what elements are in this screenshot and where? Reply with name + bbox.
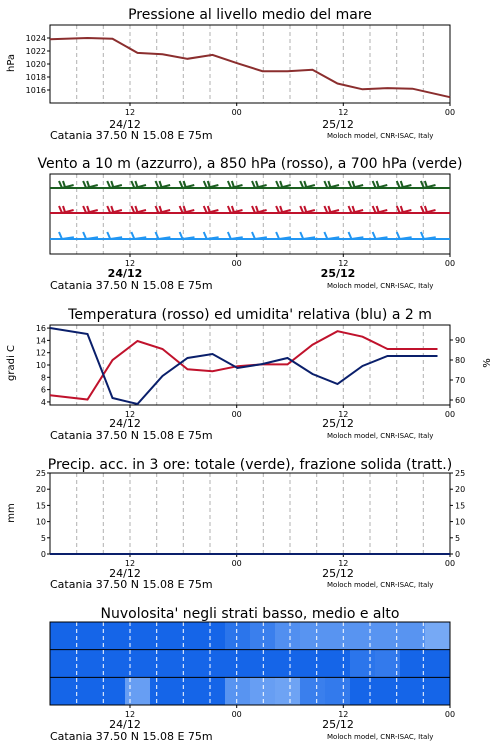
wind-barb-flag bbox=[111, 206, 113, 212]
y-tick-label: 12 bbox=[35, 348, 46, 358]
cloud-cell bbox=[100, 622, 126, 650]
cloud-cell bbox=[100, 677, 126, 705]
y2-tick-label: 80 bbox=[455, 356, 466, 365]
cloud-cell bbox=[125, 677, 151, 705]
date-label: 24/12 bbox=[109, 417, 141, 430]
x-tick-label: 00 bbox=[444, 259, 456, 268]
wind-barb-flag bbox=[160, 181, 162, 187]
cloud-cell bbox=[225, 677, 251, 705]
y-tick-label: 15 bbox=[35, 501, 46, 511]
x-tick-label: 00 bbox=[231, 108, 242, 117]
cloud-cell bbox=[425, 677, 451, 705]
location-label: Catania 37.50 N 15.08 E 75m bbox=[50, 578, 213, 591]
x-tick-label: 12 bbox=[338, 259, 349, 268]
wind-barb-flag bbox=[83, 232, 86, 239]
cloud-cell bbox=[400, 650, 426, 678]
x-tick-label: 00 bbox=[444, 559, 456, 568]
wind-barb-flag bbox=[156, 206, 159, 213]
y-tick-label: 0 bbox=[40, 550, 46, 559]
y2-tick-label: 70 bbox=[455, 376, 466, 385]
wind-barb-flag bbox=[373, 181, 376, 188]
wind-barb-flag bbox=[59, 232, 62, 239]
y-tick-label: 5 bbox=[40, 533, 46, 543]
y-tick-label: 10 bbox=[35, 517, 46, 527]
wind-barb-flag bbox=[87, 206, 89, 212]
wind-barb-flag bbox=[401, 206, 403, 212]
cloud-cell bbox=[225, 650, 251, 678]
wind-barb-flag bbox=[373, 206, 376, 213]
wind-barb-flag bbox=[160, 206, 162, 212]
cloud-cell bbox=[325, 677, 351, 705]
y-tick-label: 20 bbox=[35, 485, 46, 495]
wind-barb-flag bbox=[324, 232, 327, 239]
date-label: 24/12 bbox=[109, 118, 141, 131]
x-tick-label: 12 bbox=[338, 410, 349, 419]
cloud-cell bbox=[50, 677, 76, 705]
cloud-cell bbox=[400, 677, 426, 705]
wind-barb-flag bbox=[184, 181, 186, 187]
precipitation-panel bbox=[6, 457, 465, 591]
x-tick-label: 00 bbox=[231, 710, 242, 719]
cloud-cell bbox=[175, 650, 201, 678]
location-label: Catania 37.50 N 15.08 E 75m bbox=[50, 279, 213, 292]
y-tick-label: 1022 bbox=[25, 47, 46, 56]
wind-barb-flag bbox=[353, 181, 355, 187]
y2-tick-label: 60 bbox=[455, 396, 466, 405]
cloud-cell bbox=[300, 677, 326, 705]
wind-barb-flag bbox=[135, 181, 137, 187]
y-tick-label: 25 bbox=[35, 469, 46, 478]
wind-barb-flag bbox=[180, 181, 183, 188]
wind-barb-flag bbox=[180, 206, 183, 213]
cloud-cell bbox=[400, 622, 426, 650]
cloud-cell bbox=[150, 650, 176, 678]
y2-tick-label: 25 bbox=[455, 469, 466, 478]
y-tick-label: 16 bbox=[35, 324, 46, 334]
wind-barb-flag bbox=[328, 181, 330, 187]
y-tick-label: 14 bbox=[35, 336, 46, 346]
cloud-cell bbox=[275, 650, 301, 678]
cloud-cell bbox=[50, 650, 76, 678]
model-credit: Moloch model, CNR-ISAC, Italy bbox=[327, 581, 434, 589]
wind-barb-flag bbox=[131, 206, 134, 213]
wind-barb-flag bbox=[280, 181, 282, 187]
cloud-cell bbox=[100, 650, 126, 678]
wind-barb-flag bbox=[208, 206, 210, 212]
wind-barb-flag bbox=[276, 206, 279, 213]
wind-barb-flag bbox=[59, 206, 62, 213]
cloud-cell bbox=[325, 650, 351, 678]
y-tick-label: 6 bbox=[40, 385, 46, 395]
date-label: 25/12 bbox=[322, 567, 354, 580]
cloud-cell bbox=[125, 622, 151, 650]
precip-title: Precip. acc. in 3 ore: totale (verde), frazione solida (tratt.) bbox=[47, 457, 453, 473]
pressure-series-line bbox=[50, 38, 450, 97]
cloud-cell bbox=[175, 622, 201, 650]
wind-barb-flag bbox=[156, 232, 159, 239]
model-credit: Moloch model, CNR-ISAC, Italy bbox=[327, 282, 434, 290]
wind-barb-flag bbox=[401, 181, 403, 187]
wind-barb-flag bbox=[304, 206, 306, 212]
wind-barb-flag bbox=[300, 206, 303, 213]
wind-barb-flag bbox=[184, 206, 186, 212]
wind-barb-flag bbox=[252, 206, 255, 213]
wind-barb-flag bbox=[425, 181, 427, 187]
cloud-cell bbox=[200, 677, 226, 705]
cloud-cell bbox=[300, 650, 326, 678]
hum-ylabel: % bbox=[482, 358, 493, 368]
x-tick-label: 00 bbox=[231, 559, 242, 568]
wind-barb-flag bbox=[204, 232, 207, 239]
wind-barb-flag bbox=[324, 206, 327, 213]
cloud-cell bbox=[325, 622, 351, 650]
wind-barb-flag bbox=[135, 206, 137, 212]
y-tick-label: 1020 bbox=[25, 60, 46, 69]
y2-tick-label: 20 bbox=[455, 485, 466, 495]
wind-title: Vento a 10 m (azzurro), a 850 hPa (rosso), a 700 hPa (verde) bbox=[37, 156, 463, 172]
wind-barb-flag bbox=[324, 181, 327, 188]
cloud-cell bbox=[300, 622, 326, 650]
cloud-title: Nuvolosita' negli strati basso, medio e alto bbox=[100, 606, 400, 622]
cloud-cell bbox=[75, 622, 101, 650]
cloud-cell bbox=[200, 650, 226, 678]
y-tick-label: 1016 bbox=[25, 86, 46, 95]
wind-barb-flag bbox=[63, 181, 65, 187]
wind-barb-flag bbox=[397, 181, 400, 188]
wind-barb-flag bbox=[328, 206, 330, 212]
cloud-cell bbox=[275, 622, 301, 650]
wind-barb-flag bbox=[349, 232, 352, 239]
x-tick-label: 12 bbox=[124, 108, 136, 117]
x-tick-label: 00 bbox=[444, 410, 456, 419]
wind-barb-flag bbox=[373, 232, 376, 239]
wind-barb-flag bbox=[421, 206, 424, 213]
y2-tick-label: 0 bbox=[455, 550, 461, 559]
wind-barb-flag bbox=[353, 206, 355, 212]
wind-barb-flag bbox=[349, 206, 352, 213]
x-tick-label: 12 bbox=[338, 710, 349, 719]
x-tick-label: 12 bbox=[124, 710, 136, 719]
temp-ylabel: gradi C bbox=[6, 345, 17, 381]
y-tick-label: 8 bbox=[40, 373, 46, 383]
y-tick-label: 10 bbox=[35, 361, 46, 370]
cloud-cell bbox=[250, 677, 276, 705]
cloud-cell bbox=[200, 622, 226, 650]
model-credit: Moloch model, CNR-ISAC, Italy bbox=[327, 432, 434, 440]
cloud-cell bbox=[250, 622, 276, 650]
cloud-cell bbox=[425, 650, 451, 678]
wind-barb-flag bbox=[63, 206, 65, 212]
x-tick-label: 00 bbox=[231, 410, 242, 419]
y2-tick-label: 10 bbox=[455, 517, 466, 527]
wind-barb-flag bbox=[377, 206, 379, 212]
wind-barb-flag bbox=[232, 181, 234, 187]
cloud-cell bbox=[125, 650, 151, 678]
date-label: 24/12 bbox=[109, 567, 141, 580]
pressure-panel bbox=[6, 7, 455, 142]
wind-barb-flag bbox=[204, 206, 207, 213]
wind-barb-flag bbox=[300, 232, 303, 239]
model-credit: Moloch model, CNR-ISAC, Italy bbox=[327, 733, 434, 741]
wind-barb-flag bbox=[107, 181, 110, 188]
date-label: 25/12 bbox=[320, 267, 356, 280]
wind-barb-flag bbox=[252, 232, 255, 239]
date-label: 25/12 bbox=[322, 718, 354, 731]
cloud-cell bbox=[150, 622, 176, 650]
x-tick-label: 12 bbox=[124, 559, 136, 568]
wind-barb-flag bbox=[256, 181, 258, 187]
y2-tick-label: 5 bbox=[455, 533, 461, 543]
wind-barb-flag bbox=[111, 181, 113, 187]
wind-barb-flag bbox=[107, 206, 110, 213]
wind-barb-flag bbox=[59, 181, 62, 188]
wind-panel bbox=[37, 156, 462, 292]
temp-hum-title: Temperatura (rosso) ed umidita' relativa (blu) a 2 m bbox=[68, 307, 432, 323]
temperature-humidity-panel bbox=[6, 307, 493, 442]
precip-ylabel: mm bbox=[6, 503, 17, 523]
y-tick-label: 4 bbox=[40, 397, 46, 407]
date-label: 25/12 bbox=[322, 417, 354, 430]
wind-barb-flag bbox=[425, 206, 427, 212]
location-label: Catania 37.50 N 15.08 E 75m bbox=[50, 429, 213, 442]
model-credit: Moloch model, CNR-ISAC, Italy bbox=[327, 132, 434, 140]
wind-barb-flag bbox=[304, 181, 306, 187]
date-label: 24/12 bbox=[109, 718, 141, 731]
wind-barb-flag bbox=[87, 181, 89, 187]
wind-barb-flag bbox=[204, 181, 207, 188]
wind-barb-flag bbox=[228, 181, 231, 188]
cloud-cell bbox=[250, 650, 276, 678]
date-label: 25/12 bbox=[322, 118, 354, 131]
cloud-cell bbox=[225, 622, 251, 650]
y2-tick-label: 15 bbox=[455, 501, 466, 511]
wind-barb-flag bbox=[252, 181, 255, 188]
x-tick-label: 00 bbox=[444, 108, 456, 117]
date-label: 24/12 bbox=[107, 267, 143, 280]
wind-barb-flag bbox=[180, 232, 183, 239]
wind-barb-flag bbox=[300, 181, 303, 188]
wind-barb-flag bbox=[83, 181, 86, 188]
wind-barb-flag bbox=[349, 181, 352, 188]
wind-barb-flag bbox=[228, 232, 231, 239]
wind-barb-flag bbox=[280, 206, 282, 212]
x-tick-label: 00 bbox=[444, 710, 456, 719]
plot-frame bbox=[50, 473, 450, 554]
x-tick-label: 12 bbox=[124, 259, 136, 268]
cloud-cell bbox=[150, 677, 176, 705]
location-label: Catania 37.50 N 15.08 E 75m bbox=[50, 129, 213, 142]
wind-barb-flag bbox=[228, 206, 231, 213]
wind-barb-flag bbox=[232, 206, 234, 212]
cloud-cell bbox=[50, 622, 76, 650]
y-tick-label: 1018 bbox=[25, 73, 46, 82]
y2-tick-label: 90 bbox=[455, 336, 466, 345]
plot-frame bbox=[50, 25, 450, 103]
wind-barb-flag bbox=[83, 206, 86, 213]
pressure-title: Pressione al livello medio del mare bbox=[128, 7, 372, 23]
x-tick-label: 12 bbox=[338, 559, 349, 568]
x-tick-label: 12 bbox=[338, 108, 349, 117]
cloud-cell bbox=[350, 650, 376, 678]
cloud-cell bbox=[350, 677, 376, 705]
pressure-ylabel: hPa bbox=[6, 53, 17, 73]
x-tick-label: 00 bbox=[231, 259, 242, 268]
wind-barb-flag bbox=[256, 206, 258, 212]
wind-barb-flag bbox=[107, 232, 110, 239]
cloud-cell bbox=[75, 650, 101, 678]
wind-barb-flag bbox=[276, 181, 279, 188]
cloud-cell bbox=[425, 622, 451, 650]
wind-barb-flag bbox=[156, 181, 159, 188]
wind-barb-flag bbox=[131, 181, 134, 188]
y-tick-label: 1024 bbox=[25, 34, 46, 43]
cloud-cell bbox=[275, 677, 301, 705]
cloud-cover-panel bbox=[50, 606, 455, 743]
cloud-cell bbox=[350, 622, 376, 650]
x-tick-label: 12 bbox=[124, 410, 136, 419]
cloud-cell bbox=[75, 677, 101, 705]
wind-barb-flag bbox=[377, 181, 379, 187]
cloud-cell bbox=[175, 677, 201, 705]
location-label: Catania 37.50 N 15.08 E 75m bbox=[50, 730, 213, 743]
wind-barb-flag bbox=[208, 181, 210, 187]
wind-barb-flag bbox=[131, 232, 134, 239]
wind-barb-flag bbox=[276, 232, 279, 239]
